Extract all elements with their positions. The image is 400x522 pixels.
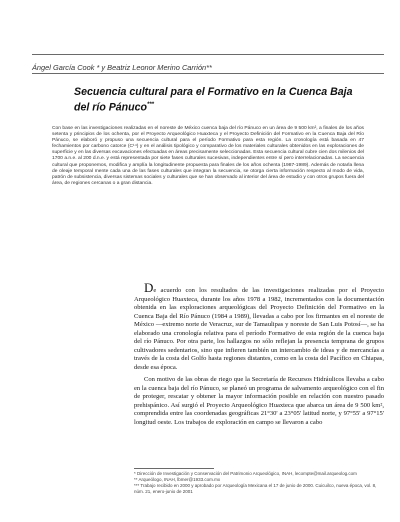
article-title-text: Secuencia cultural para el Formativo en la Cuenca Baja del río Pánuco	[74, 86, 353, 114]
body-paragraph-2: Con motivo de las obras de riego que la Secretaría de Recursos Hidráulicos llevaba a cabo en la cuenca baja del río Pánuco, se planeó un programa de salvamento arqueológico con el fin de proteger, rescatar y obtener la mayor información posible en relación con nuestro pasado prehispánico. Así surgió el Proyecto Arqueológico Huaxteca que abarca un área de 9 500 km², comprendida entre las coordenadas geográficas 21°30' a 23°05' latitud norte, y 97°55' a 97°15' longitud oeste. Los trabajos de exploración en campo se llevaron a cabo	[134, 376, 384, 426]
footnote-item: ** Arqueólogo, INAH, lbmer@1933.com.mx	[134, 477, 221, 482]
footnotes	[134, 471, 384, 495]
footnote-item: * Dirección de Investigación y Conservación del Patrimonio Arqueológico, INAH, lecompte@mail.arqueolog.com	[134, 471, 357, 476]
footnote-rule	[134, 468, 214, 469]
drop-cap: D	[144, 280, 154, 295]
article-title	[74, 86, 364, 114]
footnote-item: *** Trabajo recibido en 2000 y aprobado por Arqueología Mexicana el 17 de junio de 2000. Cuicuilco, nueva época, vol. 8, núm. 21, enero-junio de 2001	[134, 483, 377, 494]
abstract: Con base en las investigaciones realizadas en el noreste de México cuenca baja del río Pánuco en un área de 9 500 km², a finales de los años setenta y principios de los ochenta, por el Proyecto Arqueológico Huaxteca y el Proyecto Definición del Formativo en la Cuenca Baja del Río Pánuco, se elaboró y propuso una secuencia cultural para el período Formativo para esta región. La cronología está basada en 47 fechamientos por carbono catorce (C¹⁴) y en el análisis tipológico y comparativo de los materiales culturales obtenidos en las exploraciones de superficie y en las diversas excavaciones efectuadas en áreas precisamente seleccionadas. Esta secuencia cultural cubre cien dos milenios del 1700 a.n.e. al 200 d.n.e. y está representada por siete fases culturales sucesivas, independientes entre sí pero interrelacionadas. La secuencia cultural que proponemos, modifica y amplía la longitudinente propuesta para finales de los años ochenta (1987-1989). Además de notarla llena de oleaje temporal mente cada una de las fases culturales que integran la secuencia, se otorga cierta información respecto al modo de vida, patrón de subsistencia, diversas sistemas sociales y culturales que se han observado al interior del área de estudio y con otros grupos fuera del área, de regiones cercanas o a gran distancia.	[52, 126, 364, 186]
authors-rule	[32, 73, 384, 74]
body-paragraph-1-text: e acuerdo con los resultados de las investigaciones realizadas por el Proyecto Arqueológico Huaxteca, durante los años 1978 a 1982, incrementados con la documentación obtenida en las exploraciones arqueológicas del Proyecto Definición del Formativo en la Cuenca Baja del Río Pánuco (1984 a 1989), llevadas a cabo por los firmantes en el noreste de México —extremo norte de Veracruz, sur de Tamaulipas y noreste de San Luis Potosí—, se ha elaborado una cronología relativa para el período Formativo de esta región de la cuenca baja del río Pánuco. Por otra parte, los hallazgos no sólo reflejan la presencia temprana de grupos cultivadores sedentarios, sino que infieren también un intercambio de ideas y de mercancías a través de la costa del Golfo hasta regiones distantes, como en la costa del Pacífico en Chiapas, desde esa época.	[134, 287, 384, 371]
top-rule	[32, 54, 384, 55]
title-footnote-marker: ***	[147, 101, 155, 108]
authors-line: Ángel García Cook * y Beatriz Leonor Merino Carrión**	[32, 63, 212, 72]
body-paragraph-1	[134, 280, 384, 372]
